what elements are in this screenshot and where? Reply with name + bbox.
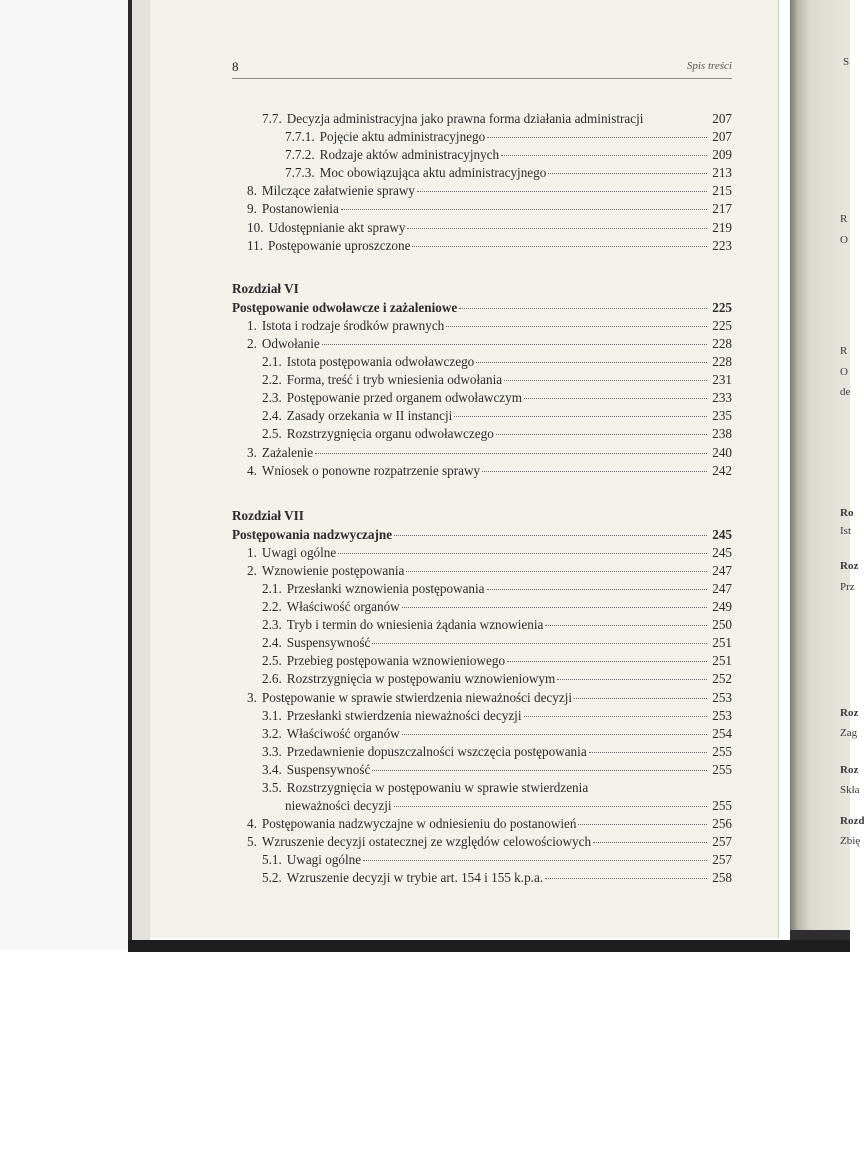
toc-entry[interactable] (232, 335, 732, 353)
toc-page-number: 255 (712, 743, 732, 759)
toc-entry[interactable] (232, 851, 732, 869)
adjacent-page-letter: Zbię (840, 835, 861, 847)
toc-entry[interactable] (232, 743, 732, 761)
leader-dots (593, 842, 707, 843)
toc-entry-number: 7.7.2. (285, 147, 315, 163)
section-spacer (232, 255, 732, 279)
chapter-title-entry[interactable] (232, 526, 732, 544)
leader-dots (394, 535, 707, 536)
toc-entry-number: 2. (247, 335, 257, 351)
leader-dots (487, 589, 707, 590)
scan-background-left (0, 0, 130, 950)
toc-entry-number: 2.2. (262, 599, 282, 615)
toc-entry[interactable] (232, 164, 732, 182)
leader-dots (322, 344, 707, 345)
toc-entry-number: 2.4. (262, 635, 282, 651)
leader-dots (578, 824, 707, 825)
toc-entry[interactable] (232, 689, 732, 707)
toc-entry[interactable] (232, 407, 732, 425)
toc-entry-number: 3. (247, 689, 257, 705)
toc-entry-title: Decyzja administracyjna jako prawna forma działania administracji (286, 111, 644, 126)
toc-entry[interactable] (232, 761, 732, 779)
leader-dots (482, 471, 707, 472)
page-number: 8 (232, 59, 239, 74)
toc-page-number: 231 (712, 372, 732, 388)
toc-page-number: 247 (712, 580, 732, 596)
adjacent-page-letter: R (840, 345, 848, 357)
toc-entry-number: 1. (247, 544, 257, 560)
leader-dots (372, 770, 707, 771)
toc-entry-title: Istota i rodzaje środków prawnych (261, 317, 445, 333)
toc-page-number: 245 (712, 526, 732, 542)
chapter-label: Rozdział VII (232, 507, 304, 523)
toc-entry[interactable] (232, 725, 732, 743)
toc-entry[interactable] (232, 598, 732, 616)
toc-entry-continuation[interactable] (232, 797, 732, 815)
toc-entry-number: 7.7. (262, 111, 282, 126)
toc-entry[interactable] (232, 707, 732, 725)
toc-entry-title: Wzruszenie decyzji w trybie art. 154 i 155 k.p.a. (286, 870, 544, 886)
toc-entry-title: Rodzaje aktów administracyjnych (319, 147, 500, 163)
leader-dots (407, 228, 707, 229)
book-page (150, 0, 779, 938)
toc-page-number: 225 (712, 317, 732, 333)
chapter-label: Rozdział VI (232, 280, 299, 296)
toc-page-number: 219 (712, 219, 732, 235)
toc-entry-title: Postępowanie uproszczone (268, 237, 411, 253)
adjacent-page-letter: Roz (840, 560, 859, 572)
toc-entry[interactable] (232, 219, 732, 237)
toc-page-number: 250 (712, 617, 732, 633)
chapter-title-entry[interactable] (232, 299, 732, 317)
leader-dots (496, 434, 707, 435)
toc-entry-title: Wzruszenie decyzji ostatecznej ze względów celowościowych (261, 834, 592, 850)
toc-entry[interactable] (232, 815, 732, 833)
leader-dots (315, 453, 707, 454)
toc-entry-title: Udostępnianie akt sprawy (268, 219, 406, 235)
toc-page-number: 251 (712, 653, 732, 669)
adjacent-page-letter: Roz (840, 764, 859, 776)
toc-page-number: 215 (712, 183, 732, 199)
toc-entry-number: 2.5. (262, 426, 282, 442)
toc-entry-title: Rozstrzygnięcia organu odwoławczego (286, 426, 494, 442)
leader-dots (524, 716, 708, 717)
toc-entry[interactable] (232, 110, 732, 128)
toc-entry-number: 5.1. (262, 852, 282, 868)
adjacent-page-letter: R (840, 213, 848, 225)
toc-entry-number: 8. (247, 183, 257, 199)
leader-dots (454, 416, 707, 417)
toc-entry-title: Odwołanie (261, 335, 320, 351)
toc-entry-title: Istota postępowania odwoławczego (286, 354, 475, 370)
toc-entry[interactable] (232, 317, 732, 335)
toc-page-number: 255 (712, 761, 732, 777)
toc-entry[interactable] (232, 544, 732, 562)
adjacent-page-edge (790, 0, 850, 950)
toc-entry-number: 2.2. (262, 372, 282, 388)
toc-page-number: 249 (712, 599, 732, 615)
toc-entry-number: 11. (247, 237, 263, 253)
toc-page-number: 253 (712, 689, 732, 705)
toc-entry-title: Zasady orzekania w II instancji (286, 408, 453, 424)
leader-dots (402, 607, 707, 608)
toc-page-number: 207 (712, 111, 732, 126)
toc-entry-title: Uwagi ogólne (286, 852, 362, 868)
leader-dots (487, 137, 707, 138)
toc-entry-number: 2. (247, 562, 257, 578)
toc-entry-number: 2.3. (262, 617, 282, 633)
leader-dots (507, 661, 707, 662)
toc-entry[interactable] (232, 562, 732, 580)
toc-page-number: 240 (712, 444, 732, 460)
toc-entry-title: Pojęcie aktu administracyjnego (319, 129, 486, 145)
section-spacer (232, 480, 732, 506)
table-of-contents (232, 110, 732, 888)
toc-entry-number: 2.1. (262, 354, 282, 370)
toc-entry-number: 9. (247, 201, 257, 217)
leader-dots (557, 679, 707, 680)
toc-page-number: 253 (712, 707, 732, 723)
toc-page-number: 255 (712, 798, 732, 814)
toc-entry[interactable] (232, 425, 732, 443)
adjacent-page-letter: O (840, 234, 848, 246)
toc-entry[interactable] (232, 779, 732, 797)
leader-dots (402, 734, 707, 735)
page-header (232, 59, 732, 77)
header-rule (232, 78, 732, 79)
toc-page-number: 245 (712, 544, 732, 560)
toc-entry-number: 3.2. (262, 725, 282, 741)
toc-entry[interactable] (232, 869, 732, 887)
toc-page-number: 225 (712, 299, 732, 315)
toc-entry-title: Postępowania nadzwyczajne w odniesieniu do postanowień (261, 816, 577, 832)
leader-dots (363, 860, 707, 861)
toc-entry-title: Zażalenie (261, 444, 314, 460)
toc-entry[interactable] (232, 200, 732, 218)
adjacent-page-letter: Skła (840, 784, 860, 796)
toc-entry-number: 3.5. (262, 780, 282, 795)
toc-entry-number: 3.3. (262, 743, 282, 759)
toc-entry-number: 7.7.3. (285, 165, 315, 181)
adjacent-page-letter: de (840, 386, 851, 398)
toc-page-number: 209 (712, 147, 732, 163)
leader-dots (341, 209, 707, 210)
toc-entry-number: 3.1. (262, 707, 282, 723)
toc-entry-title: Właściwość organów (286, 599, 400, 615)
toc-entry-title: Właściwość organów (286, 725, 400, 741)
leader-dots (372, 643, 707, 644)
toc-entry[interactable] (232, 462, 732, 480)
leader-dots (394, 806, 707, 807)
leader-dots (459, 308, 707, 309)
leader-dots (476, 362, 707, 363)
toc-entry-number: 10. (247, 219, 264, 235)
toc-entry-number: 2.1. (262, 580, 282, 596)
toc-entry[interactable] (232, 182, 732, 200)
chapter-title: Postępowanie odwoławcze i zażaleniowe (232, 299, 458, 315)
toc-page-number: 251 (712, 635, 732, 651)
scan-bottom-edge (128, 940, 850, 952)
toc-entry-number: 2.5. (262, 653, 282, 669)
toc-entry-title: Przesłanki stwierdzenia nieważności decyzji (286, 707, 522, 723)
toc-page-number: 238 (712, 426, 732, 442)
toc-entry[interactable] (232, 616, 732, 634)
toc-page-number: 228 (712, 335, 732, 351)
leader-dots (574, 698, 707, 699)
toc-page-number: 256 (712, 816, 732, 832)
toc-entry-title: Tryb i termin do wniesienia żądania wznowienia (286, 617, 544, 633)
toc-entry-title: Milczące załatwienie sprawy (261, 183, 415, 199)
toc-entry-number: 3.4. (262, 761, 282, 777)
toc-entry-title: Postanowienia (261, 201, 339, 217)
leader-dots (501, 155, 707, 156)
toc-entry-number: 3. (247, 444, 257, 460)
leader-dots (417, 191, 707, 192)
toc-entry[interactable] (232, 580, 732, 598)
leader-dots (589, 752, 707, 753)
leader-dots (504, 380, 707, 381)
toc-page-number: 254 (712, 725, 732, 741)
toc-entry-number: 2.6. (262, 671, 282, 687)
toc-entry-number: 5. (247, 834, 257, 850)
toc-entry-title: Postępowanie w sprawie stwierdzenia nieważności decyzji (261, 689, 573, 705)
toc-entry[interactable] (232, 237, 732, 255)
running-title: Spis treści (686, 60, 732, 72)
toc-entry-number: 4. (247, 462, 257, 478)
adjacent-page-letter: Prz (840, 581, 855, 593)
leader-dots (446, 326, 707, 327)
toc-entry-title: Wznowienie postępowania (261, 562, 405, 578)
adjacent-page-letter: Roz (840, 707, 859, 719)
toc-entry-number: 4. (247, 816, 257, 832)
toc-page-number: 258 (712, 870, 732, 886)
toc-entry-title: Rozstrzygnięcia w postępowaniu wznowieniowym (286, 671, 556, 687)
scan-gutter (132, 0, 150, 940)
toc-entry-number: 7.7.1. (285, 129, 315, 145)
toc-entry-title: Suspensywność (286, 761, 371, 777)
toc-entry-title: Uwagi ogólne (261, 544, 337, 560)
adjacent-page-letter: S (843, 56, 850, 68)
toc-entry[interactable] (232, 371, 732, 389)
toc-entry[interactable] (232, 389, 732, 407)
chapter-title: Postępowania nadzwyczajne (232, 526, 393, 542)
toc-page-number: 217 (712, 201, 732, 217)
toc-entry-title: Przedawnienie dopuszczalności wszczęcia postępowania (286, 743, 587, 759)
toc-entry-title: Postępowanie przed organem odwoławczym (286, 390, 523, 406)
toc-entry[interactable] (232, 634, 732, 652)
toc-page-number: 235 (712, 408, 732, 424)
scanner-bed (0, 952, 850, 1170)
adjacent-page-letter: Ist (840, 525, 851, 537)
toc-page-number: 228 (712, 354, 732, 370)
toc-page-number: 252 (712, 671, 732, 687)
adjacent-page-letter: Rozd (840, 815, 864, 827)
toc-entry-number: 2.4. (262, 408, 282, 424)
scan-page-edge (128, 0, 132, 950)
toc-page-number: 213 (712, 165, 732, 181)
leader-dots (548, 173, 707, 174)
toc-page-number: 242 (712, 462, 732, 478)
toc-entry[interactable] (232, 652, 732, 670)
leader-dots (412, 246, 707, 247)
toc-page-number: 223 (712, 237, 732, 253)
toc-entry[interactable] (232, 444, 732, 462)
toc-entry-title: Wniosek o ponowne rozpatrzenie sprawy (261, 462, 481, 478)
toc-entry-number: 5.2. (262, 870, 282, 886)
toc-entry[interactable] (232, 833, 732, 851)
leader-dots (545, 878, 707, 879)
adjacent-page-letter: Zag (840, 727, 858, 739)
toc-entry-title: Moc obowiązująca aktu administracyjnego (319, 165, 547, 181)
toc-entry-title: Suspensywność (286, 635, 371, 651)
toc-entry[interactable] (232, 128, 732, 146)
toc-entry-title: Przesłanki wznowienia postępowania (286, 580, 485, 596)
toc-entry-title: Przebieg postępowania wznowieniowego (286, 653, 506, 669)
toc-page-number: 207 (712, 129, 732, 145)
toc-page-number: 257 (712, 852, 732, 868)
toc-entry[interactable] (232, 353, 732, 371)
toc-entry-title: Rozstrzygnięcia w postępowaniu w sprawie stwierdzenia (286, 780, 589, 795)
leader-dots (406, 571, 707, 572)
toc-entry[interactable] (232, 670, 732, 688)
toc-entry[interactable] (232, 146, 732, 164)
toc-entry-title-continuation: nieważności decyzji (285, 798, 392, 814)
leader-dots (545, 625, 707, 626)
leader-dots (524, 398, 707, 399)
toc-entry-number: 2.3. (262, 390, 282, 406)
adjacent-page-letter: Ro (840, 507, 854, 519)
toc-page-number: 247 (712, 562, 732, 578)
leader-dots (338, 553, 707, 554)
toc-entry-title: Forma, treść i tryb wniesienia odwołania (286, 372, 503, 388)
adjacent-page-letter: O (840, 366, 848, 378)
toc-page-number: 233 (712, 390, 732, 406)
toc-page-number: 257 (712, 834, 732, 850)
toc-entry-number: 1. (247, 317, 257, 333)
